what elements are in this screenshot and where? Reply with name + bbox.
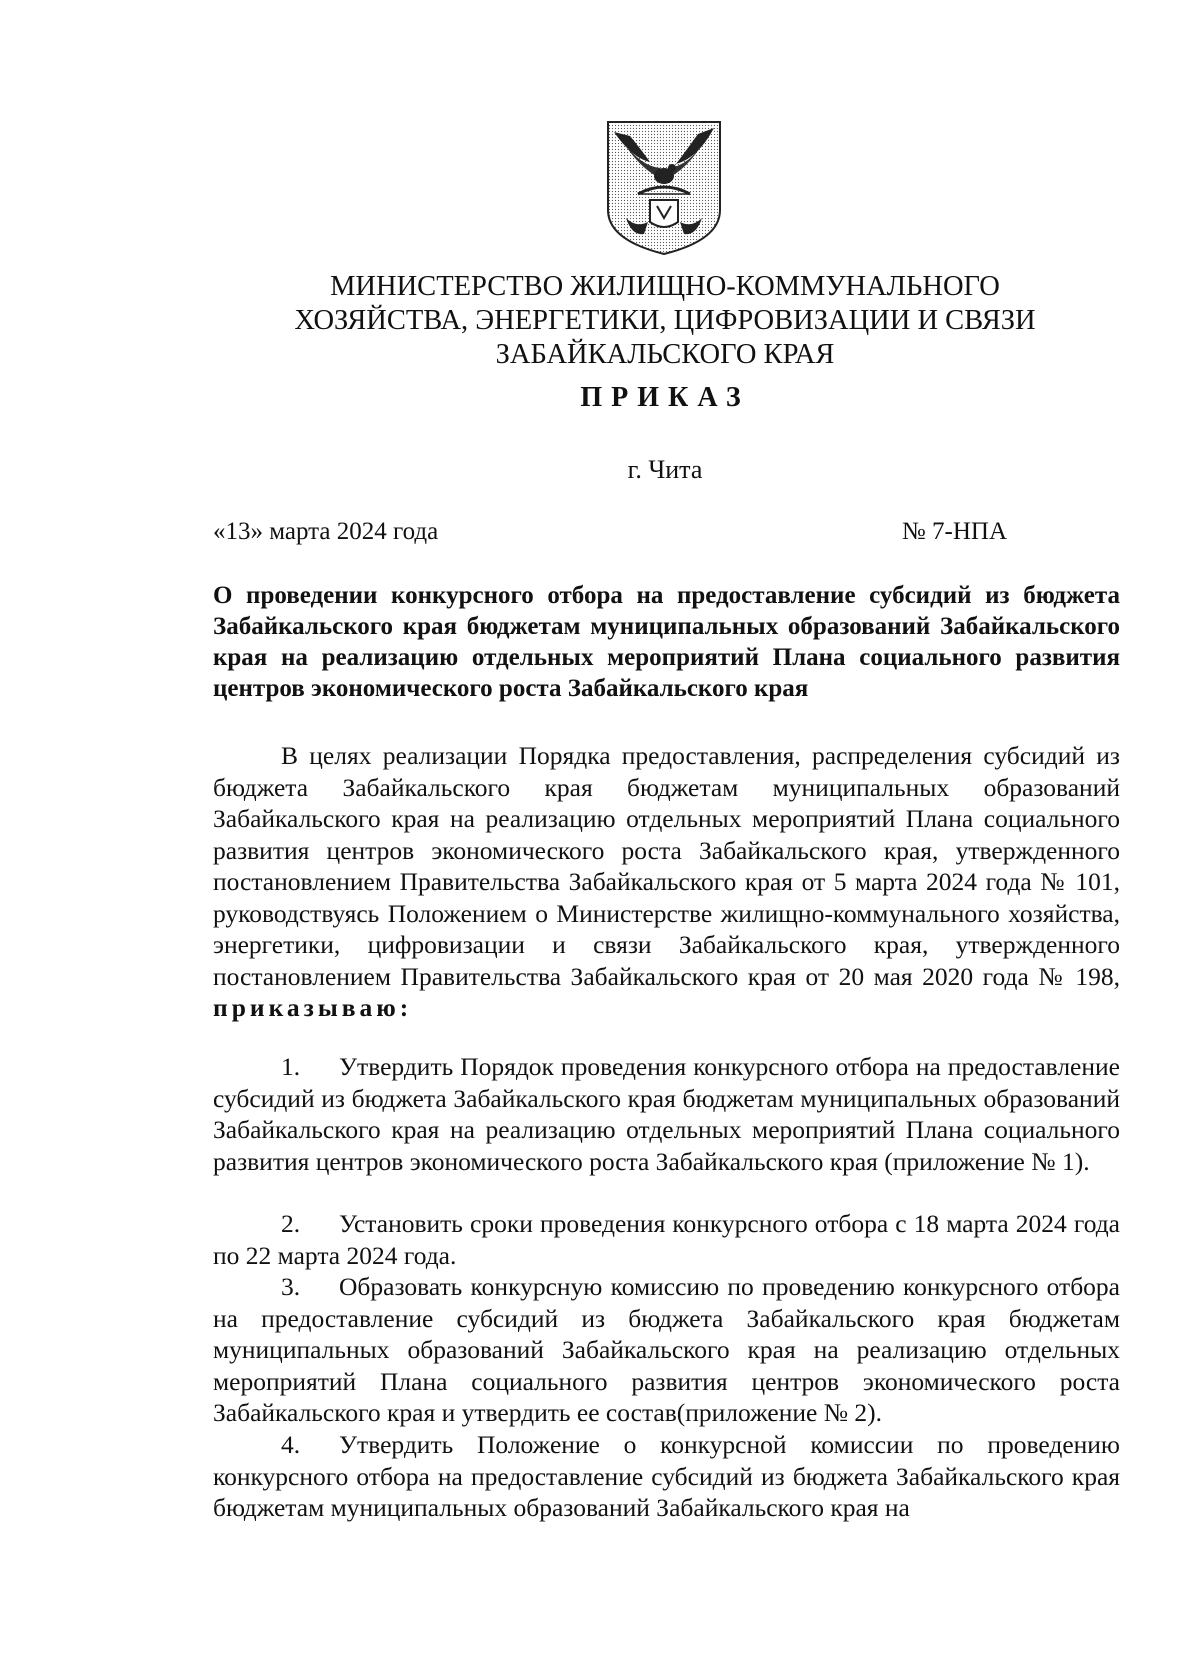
coat-of-arms-icon	[602, 118, 726, 258]
ministry-line: МИНИСТЕРСТВО ЖИЛИЩНО-КОММУНАЛЬНОГО	[330, 271, 1000, 302]
intro-text: В целях реализации Порядка предоставления, распределения субсидий из бюджета Забайкальского края бюджетам муниципальных образований Забайкальского края на реализацию отдельных мероприятий Плана социального развития центров экономического роста Забайкальского края, утвержденного постановлением Правительства Забайкальского края от 5 марта 2024 года № 101, руководствуясь Положением о Министерстве жилищно-коммунального хозяйства, энергетики, цифровизации и связи Забайкальского края, утвержденного постановлением Правительства Забайкальского края от 20 мая 2020 года № 198,	[213, 741, 1120, 991]
item-text: Утвердить Порядок проведения конкурсного отбора на предоставление субсидий из бюджета Забайкальского края бюджетам муниципальных образований Забайкальского края на реализацию отдельных мероприятий Плана социального развития центров экономического роста Забайкальского края (приложение № 1).	[213, 1052, 1120, 1176]
item-number: 2.	[281, 1209, 301, 1238]
item-number: 1.	[281, 1052, 301, 1081]
item-number: 4.	[281, 1430, 301, 1459]
item-text: Утвердить Положение о конкурсной комиссии по проведению конкурсного отбора на предоставление субсидий из бюджета Забайкальского края бюджетам муниципальных образований Забайкальского края на	[213, 1430, 1120, 1522]
document-number: № 7-НПА	[901, 518, 1007, 545]
ministry-line: ЗАБАЙКАЛЬСКОГО КРАЯ	[495, 339, 835, 370]
decree-word: приказываю:	[213, 993, 413, 1022]
list-item	[213, 1208, 1120, 1271]
document-title: О проведении конкурсного отбора на предоставление субсидий из бюджета Забайкальского края бюджетам муниципальных образований Забайкальского края на реализацию отдельных мероприятий Плана социального развития центров экономического роста Забайкальского края	[213, 582, 1120, 702]
item-text: Установить сроки проведения конкурсного отбора с 18 марта 2024 года по 22 марта 2024 года.	[213, 1209, 1120, 1270]
ministry-name	[200, 270, 1130, 372]
list-item	[213, 1271, 1120, 1429]
intro-paragraph	[213, 740, 1120, 1024]
city: г. Чита	[627, 455, 703, 484]
item-number: 3.	[281, 1272, 301, 1301]
document-type: ПРИКАЗ	[580, 382, 750, 413]
list-item	[213, 1051, 1120, 1177]
list-item	[213, 1429, 1120, 1524]
document-date: «13» марта 2024 года	[213, 518, 439, 545]
ministry-line: ХОЗЯЙСТВА, ЭНЕРГЕТИКИ, ЦИФРОВИЗАЦИИ И СВЯЗИ	[294, 305, 1036, 336]
item-text: Образовать конкурсную комиссию по проведению конкурсного отбора на предоставление субсидий из бюджета Забайкальского края бюджетам муниципальных образований Забайкальского края на реализацию отдельных мероприятий Плана социального развития центров экономического роста Забайкальского края и утвердить ее состав(приложение № 2).	[213, 1272, 1120, 1427]
